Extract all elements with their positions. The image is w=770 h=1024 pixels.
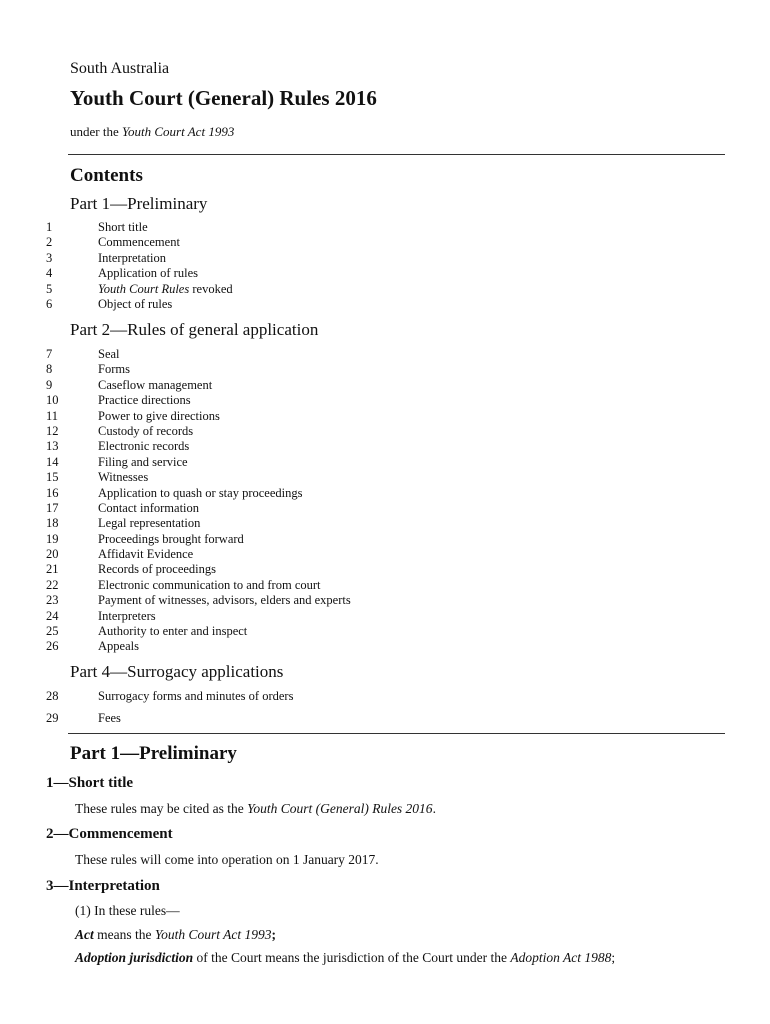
toc-item[interactable] bbox=[46, 235, 646, 250]
toc-item[interactable] bbox=[46, 409, 646, 424]
section-text-commencement: These rules will come into operation on 1 January 2017. bbox=[75, 852, 379, 867]
body-part-heading: Part 1—Preliminary bbox=[70, 743, 237, 764]
toc-number: 14 bbox=[46, 454, 59, 469]
toc-number: 29 bbox=[46, 711, 59, 725]
toc-number: 15 bbox=[46, 470, 59, 485]
toc-title: Legal representation bbox=[98, 516, 201, 531]
toc-item[interactable] bbox=[46, 532, 646, 547]
toc-number: 22 bbox=[46, 577, 59, 592]
toc-title: Caseflow management bbox=[98, 377, 213, 392]
toc-title: Contact information bbox=[98, 500, 200, 515]
toc-title: Witnesses bbox=[98, 470, 149, 485]
toc-title: Short title bbox=[98, 220, 148, 234]
toc-item[interactable] bbox=[46, 378, 646, 393]
text-prefix: These rules may be cited as the bbox=[75, 801, 248, 816]
toc-number: 19 bbox=[46, 531, 59, 546]
toc-part-heading: Part 1—Preliminary bbox=[70, 194, 208, 213]
contents-heading: Contents bbox=[70, 165, 143, 186]
toc-number: 3 bbox=[46, 250, 53, 265]
toc-number: 25 bbox=[46, 624, 59, 639]
toc-item[interactable] bbox=[46, 639, 646, 654]
toc-number: 4 bbox=[46, 266, 53, 281]
toc-number: 11 bbox=[46, 408, 59, 423]
toc-item[interactable] bbox=[46, 362, 646, 377]
toc-number: 8 bbox=[46, 362, 53, 377]
toc-item[interactable] bbox=[46, 578, 646, 593]
toc-title: Forms bbox=[98, 362, 130, 377]
toc-number: 23 bbox=[46, 593, 59, 608]
toc-number: 12 bbox=[46, 423, 59, 438]
toc-item[interactable] bbox=[46, 711, 646, 733]
toc-title: Object of rules bbox=[98, 296, 173, 311]
toc-title: Custody of records bbox=[98, 423, 194, 438]
toc-number: 21 bbox=[46, 562, 59, 577]
toc-title: Application of rules bbox=[98, 266, 198, 281]
toc-list-part-2 bbox=[46, 347, 646, 655]
defined-term: Adoption jurisdiction bbox=[75, 950, 194, 965]
under-prefix: under the bbox=[70, 124, 122, 139]
toc-list-part-1 bbox=[46, 220, 646, 312]
toc-title: Payment of witnesses, advisors, elders and experts bbox=[98, 593, 351, 608]
toc-item[interactable] bbox=[46, 439, 646, 454]
definition-end: ; bbox=[611, 950, 616, 965]
toc-title: Interpretation bbox=[98, 250, 167, 265]
toc-title: Appeals bbox=[98, 639, 139, 654]
toc-part-heading: Part 2—Rules of general application bbox=[70, 320, 319, 339]
toc-item[interactable] bbox=[46, 516, 646, 531]
toc-item[interactable] bbox=[46, 470, 646, 485]
toc-title: Interpreters bbox=[98, 608, 156, 623]
toc-title: Affidavit Evidence bbox=[98, 547, 194, 562]
divider bbox=[68, 733, 725, 734]
toc-title: Practice directions bbox=[98, 393, 191, 408]
divider bbox=[68, 154, 725, 155]
toc-item[interactable] bbox=[46, 609, 646, 624]
toc-number: 13 bbox=[46, 439, 59, 454]
definition-adoption-jurisdiction bbox=[75, 950, 615, 966]
toc-title-italic: Youth Court Rules bbox=[98, 281, 190, 296]
toc-item[interactable] bbox=[46, 689, 646, 711]
toc-item[interactable] bbox=[46, 424, 646, 439]
toc-item[interactable] bbox=[46, 547, 646, 562]
toc-number: 28 bbox=[46, 689, 59, 703]
section-heading-interpretation: 3—Interpretation bbox=[46, 878, 160, 894]
toc-number: 9 bbox=[46, 377, 53, 392]
toc-item[interactable] bbox=[46, 455, 646, 470]
toc-title: Surrogacy forms and minutes of orders bbox=[98, 689, 294, 703]
enabling-act-line bbox=[70, 124, 234, 140]
definition-italic: Adoption Act 1988 bbox=[510, 950, 612, 965]
definition-text: of the Court means the jurisdiction of the Court under the bbox=[193, 950, 511, 965]
toc-list-part-4 bbox=[46, 689, 646, 733]
toc-title: Proceedings brought forward bbox=[98, 531, 244, 546]
enabling-act-name: Youth Court Act 1993 bbox=[121, 124, 235, 139]
toc-title: Authority to enter and inspect bbox=[98, 624, 248, 639]
toc-title: Application to quash or stay proceedings bbox=[98, 485, 303, 500]
toc-title-rest: revoked bbox=[189, 281, 233, 296]
toc-title: Electronic records bbox=[98, 439, 190, 454]
toc-number: 20 bbox=[46, 547, 59, 562]
toc-title: Power to give directions bbox=[98, 408, 220, 423]
toc-number: 16 bbox=[46, 485, 59, 500]
toc-number: 24 bbox=[46, 608, 59, 623]
definition-italic: Youth Court Act 1993 bbox=[154, 927, 272, 942]
section-heading-commencement: 2—Commencement bbox=[46, 826, 173, 842]
toc-number: 10 bbox=[46, 393, 59, 408]
toc-item[interactable] bbox=[46, 266, 646, 281]
document-title: Youth Court (General) Rules 2016 bbox=[70, 86, 377, 110]
toc-title: Electronic communication to and from court bbox=[98, 577, 321, 592]
toc-item[interactable] bbox=[46, 393, 646, 408]
toc-number: 7 bbox=[46, 347, 53, 361]
definition-end: ; bbox=[271, 927, 277, 942]
toc-item[interactable] bbox=[46, 297, 646, 312]
text-suffix: . bbox=[432, 801, 436, 816]
toc-item[interactable] bbox=[46, 501, 646, 516]
toc-item[interactable] bbox=[46, 282, 646, 297]
toc-number: 18 bbox=[46, 516, 59, 531]
toc-number: 5 bbox=[46, 281, 53, 296]
toc-title: Filing and service bbox=[98, 454, 188, 469]
toc-number: 2 bbox=[46, 235, 53, 250]
toc-number: 1 bbox=[46, 220, 53, 234]
interpretation-intro: (1) In these rules— bbox=[75, 903, 180, 918]
toc-item[interactable] bbox=[46, 562, 646, 577]
definition-text: means the bbox=[93, 927, 155, 942]
jurisdiction-label: South Australia bbox=[70, 60, 170, 77]
toc-part-heading: Part 4—Surrogacy applications bbox=[70, 662, 284, 681]
section-text-short-title bbox=[75, 801, 436, 817]
defined-term: Act bbox=[75, 927, 94, 942]
toc-title: Records of proceedings bbox=[98, 562, 217, 577]
toc-item[interactable] bbox=[46, 251, 646, 266]
section-heading-short-title: 1—Short title bbox=[46, 775, 134, 791]
toc-item[interactable] bbox=[46, 624, 646, 639]
toc-item[interactable] bbox=[46, 593, 646, 608]
toc-item[interactable] bbox=[46, 486, 646, 501]
toc-number: 6 bbox=[46, 296, 53, 311]
toc-title: Commencement bbox=[98, 235, 180, 250]
toc-number: 26 bbox=[46, 639, 59, 654]
toc-title bbox=[98, 282, 646, 297]
citation-italic: Youth Court (General) Rules 2016 bbox=[247, 801, 433, 816]
definition-act bbox=[75, 927, 276, 943]
toc-item[interactable] bbox=[46, 220, 646, 235]
toc-number: 17 bbox=[46, 500, 59, 515]
toc-title: Fees bbox=[98, 711, 121, 725]
toc-title: Seal bbox=[98, 347, 120, 361]
toc-item[interactable] bbox=[46, 347, 646, 362]
